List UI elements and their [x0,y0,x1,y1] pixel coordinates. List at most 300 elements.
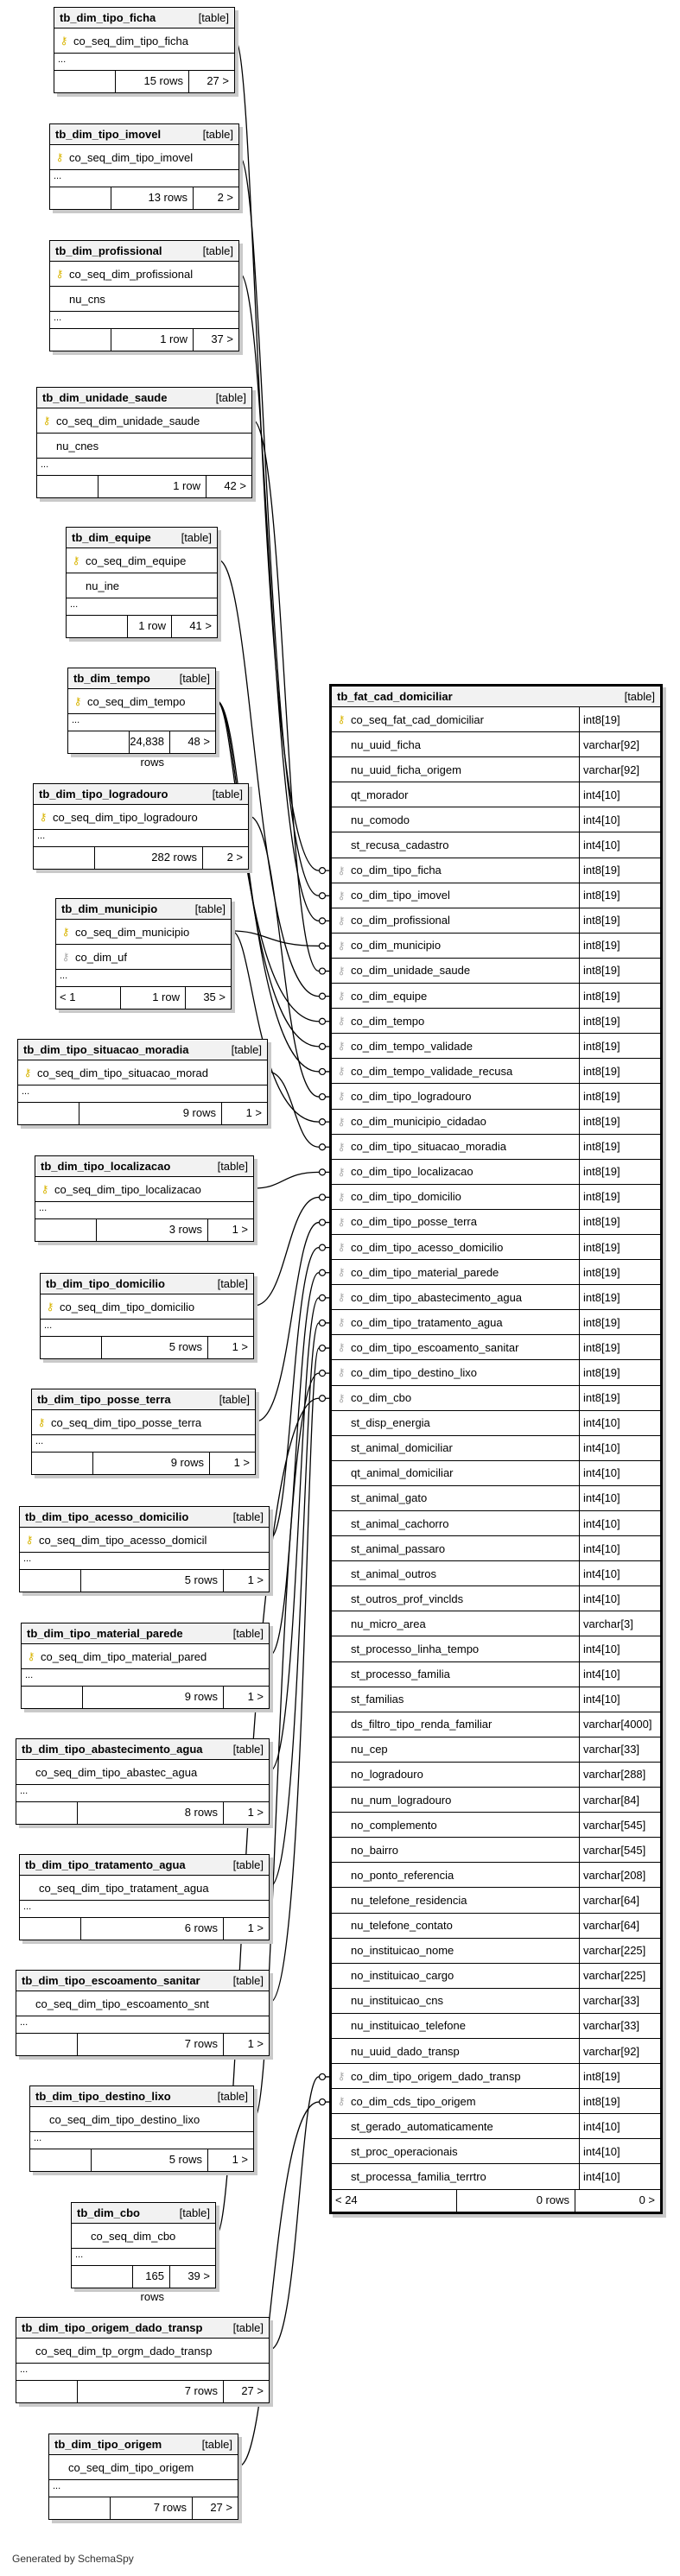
table-header[interactable] [16,1971,269,1991]
optional-end-marker [320,968,326,974]
table-header[interactable] [50,241,238,262]
column-row[interactable] [332,1914,660,1939]
children-count[interactable]: 1 > [245,1106,262,1119]
column-row[interactable] [332,2014,660,2039]
children-count[interactable]: 1 > [232,1340,248,1353]
column-name: co_seq_dim_unidade_saude [56,414,200,427]
relationship-line [239,273,329,921]
foreign-key-column[interactable] [332,1135,660,1160]
children-count[interactable]: 1 > [247,1573,264,1586]
table-header[interactable] [20,1855,269,1876]
column-row[interactable] [332,2139,660,2164]
column-row[interactable] [332,1964,660,1989]
children-count[interactable]: 1 > [232,2153,248,2166]
parents-count[interactable] [41,1337,102,1358]
parents-count[interactable] [20,1570,81,1592]
column-row[interactable] [332,1813,660,1838]
column-row[interactable] [332,1461,660,1486]
foreign-key-column[interactable] [332,1386,660,1411]
column-name: st_animal_gato [351,1491,428,1505]
column-row[interactable] [332,782,660,807]
table-type-label: [table] [215,391,246,404]
table-name[interactable]: tb_dim_tipo_localizacao [41,1160,171,1173]
table-name[interactable]: tb_dim_tipo_origem [54,2438,162,2451]
foreign-key-column[interactable] [332,1185,660,1210]
column-name: co_dim_tipo_situacao_moradia [351,1140,506,1154]
dim-table-tb-dim-tipo-imovel[interactable] [49,123,239,210]
column-name: co_seq_dim_tipo_ficha [73,34,188,47]
column-type: int8[19] [579,1210,660,1234]
column-type: int8[19] [579,1059,660,1083]
column-name: no_bairro [351,1843,398,1857]
fact-table-tb-fat-cad-domiciliar[interactable] [329,684,663,2214]
column-row[interactable] [332,1662,660,1687]
dim-table-tb-dim-tipo-situacao-moradia[interactable] [17,1039,268,1125]
table-name[interactable]: tb_dim_tipo_origem_dado_transp [22,2321,203,2334]
children-count[interactable]: 1 > [247,1806,264,1819]
foreign-key-icon: ⚷ [337,1165,346,1178]
table-header[interactable] [34,784,248,805]
column-type: int8[19] [579,934,660,958]
column-name: co_dim_tipo_posse_terra [351,1215,477,1229]
table-header[interactable] [32,1389,255,1410]
table-header[interactable] [37,388,251,408]
column-type: int8[19] [579,2064,660,2088]
table-name[interactable]: tb_dim_tipo_tratamento_agua [25,1858,186,1871]
foreign-key-column[interactable] [332,1335,660,1360]
dim-table-tb-dim-tipo-domicilio[interactable] [40,1273,254,1359]
table-type-label: [table] [179,2206,210,2219]
table-header[interactable] [16,2318,269,2339]
foreign-key-icon: ⚷ [337,1316,346,1329]
column-name: st_familias [351,1693,404,1706]
column-row[interactable] [332,2164,660,2189]
primary-key-column[interactable] [50,262,238,287]
column-row[interactable] [332,1636,660,1661]
optional-end-marker [320,943,326,949]
table-name[interactable]: tb_dim_tipo_material_parede [27,1627,183,1640]
column-type: int4[10] [579,807,660,832]
column-name: no_complemento [351,1818,437,1832]
table-footer [35,1219,253,1241]
dim-table-tb-dim-tipo-origem[interactable] [48,2434,238,2520]
children-count[interactable]: 2 > [217,191,233,204]
column-name: ds_filtro_tipo_renda_familiar [351,1718,493,1731]
table-header[interactable] [67,528,217,548]
foreign-key-column[interactable] [332,1235,660,1260]
column-type: int4[10] [579,1561,660,1585]
foreign-key-icon: ⚷ [337,964,346,977]
column-name: co_dim_tipo_destino_lixo [351,1365,477,1379]
column-name: st_animal_domiciliar [351,1441,453,1455]
parents-count[interactable] [16,2381,78,2402]
column-name: no_ponto_referencia [351,1868,454,1882]
foreign-key-icon: ⚷ [337,1341,346,1354]
children-count[interactable]: 2 > [226,851,243,864]
children-count[interactable]: 1 > [232,1223,248,1236]
column-name: co_dim_tempo_validade [351,1039,473,1053]
column-row[interactable] [332,1863,660,1888]
foreign-key-icon: ⚷ [337,1065,346,1078]
foreign-key-icon: ⚷ [337,889,346,902]
foreign-key-icon: ⚷ [337,1090,346,1103]
foreign-key-icon: ⚷ [337,2095,346,2108]
table-header[interactable] [54,8,234,28]
table-name[interactable]: tb_dim_tipo_destino_lixo [35,2090,171,2103]
primary-key-column[interactable] [20,1876,269,1901]
dim-table-tb-dim-tipo-acesso-domicilio[interactable] [19,1506,270,1592]
column-name: co_dim_unidade_saude [351,964,471,978]
children-count[interactable]: 1 > [247,1690,264,1703]
primary-key-column[interactable] [56,920,231,945]
dim-table-tb-dim-tipo-ficha[interactable] [54,7,235,93]
column-row[interactable] [332,1411,660,1436]
column-row[interactable] [332,1536,660,1561]
children-count[interactable]: 41 > [189,619,212,632]
primary-key-column[interactable] [68,689,215,714]
table-name[interactable]: tb_dim_cbo [77,2206,140,2219]
relationship-line [254,1172,329,1188]
table-type-label: [table] [219,1393,250,1406]
table-type-label: [table] [624,690,655,703]
table-name[interactable]: tb_dim_profissional [55,244,162,257]
column-name: nu_micro_area [351,1617,426,1630]
optional-end-marker [320,1194,326,1200]
children-count[interactable]: 37 > [211,332,233,345]
parents-count[interactable] [50,329,111,351]
row-count: 5 rows [81,1570,224,1592]
table-footer [72,2266,215,2303]
table-header[interactable] [41,1274,253,1294]
column-name: co_dim_tipo_ficha [351,864,442,877]
parents-count[interactable] [72,2266,133,2288]
column-row[interactable] [332,1586,660,1611]
column-type: int4[10] [579,1586,660,1611]
table-header[interactable] [68,668,215,689]
column-type: int8[19] [579,1235,660,1259]
parents-count[interactable] [67,616,128,637]
primary-key-column[interactable] [30,2107,253,2132]
primary-key-icon: ⚷ [25,1534,34,1546]
column-type: varchar[225] [579,1939,660,1963]
children-count[interactable]: 1 > [233,1456,250,1469]
column-type: varchar[33] [579,1989,660,2013]
column-type: int8[19] [579,1084,660,1108]
table-footer [30,2149,253,2171]
table-name[interactable]: tb_dim_tipo_acesso_domicilio [25,1510,189,1523]
more-columns-ellipsis: ... [35,1202,253,1219]
column-name: co_dim_tipo_localizacao [351,1165,473,1179]
children-count[interactable]: 27 > [241,2384,264,2397]
primary-key-column[interactable] [18,1060,267,1085]
optional-end-marker [320,1119,326,1125]
primary-key-icon: ⚷ [72,554,80,566]
table-name[interactable]: tb_dim_equipe [72,531,151,544]
children-count[interactable]: 48 > [187,735,210,748]
primary-key-icon: ⚷ [37,1416,46,1428]
column-name: no_instituicao_nome [351,1944,454,1958]
column-type: int4[10] [579,1486,660,1510]
column-name: co_seq_dim_tipo_localizacao [54,1182,201,1196]
foreign-key-column[interactable] [332,1009,660,1034]
column-type: int4[10] [579,1461,660,1485]
more-columns-ellipsis: ... [18,1085,267,1103]
column-row[interactable] [332,1561,660,1586]
foreign-key-column[interactable] [332,908,660,934]
table-header[interactable] [16,1739,269,1760]
children-count[interactable]: 35 > [203,991,226,1003]
foreign-key-column[interactable] [332,1210,660,1235]
relationship-line [252,420,329,972]
foreign-key-icon: ⚷ [337,990,346,1003]
column-row[interactable] [332,1939,660,1964]
parents-count[interactable] [20,1918,81,1940]
column-name: co_seq_dim_tipo_domicilio [60,1300,195,1313]
parents-count[interactable]: < 1 [56,987,121,1009]
parents-count[interactable] [54,71,116,92]
more-columns-ellipsis: ... [30,2132,253,2149]
column-row[interactable] [67,573,217,598]
children-count[interactable]: 1 > [247,1921,264,1934]
parents-count[interactable]: < 24 [332,2190,457,2212]
dim-table-tb-dim-unidade-saude[interactable] [36,387,252,498]
primary-key-column[interactable] [41,1294,253,1320]
column-row[interactable] [332,1486,660,1511]
dim-table-tb-dim-tipo-tratamento-agua[interactable] [19,1854,270,1940]
table-name[interactable]: tb_dim_municipio [61,902,158,915]
table-header[interactable] [20,1507,269,1528]
table-name[interactable]: tb_dim_tipo_situacao_moradia [23,1043,189,1056]
parents-count[interactable] [22,1687,83,1708]
column-type: int8[19] [579,1034,660,1058]
table-header[interactable] [332,687,660,707]
column-row[interactable] [332,1611,660,1636]
primary-key-column[interactable] [16,1991,269,2016]
column-name: co_dim_tipo_tratamento_agua [351,1315,503,1329]
foreign-key-column[interactable] [332,883,660,908]
table-name[interactable]: tb_dim_tipo_abastecimento_agua [22,1743,203,1756]
foreign-key-column[interactable] [332,1260,660,1285]
primary-key-column[interactable] [16,2339,269,2364]
optional-end-marker [320,918,326,924]
table-header[interactable] [22,1623,269,1644]
table-header[interactable] [18,1040,267,1060]
column-row[interactable] [332,832,660,858]
children-count[interactable]: 27 > [207,74,229,87]
column-type: int4[10] [579,832,660,857]
primary-key-column[interactable] [54,28,234,54]
column-type: int4[10] [579,1511,660,1535]
optional-end-marker [320,1269,326,1275]
primary-key-icon: ⚷ [73,695,82,707]
column-row[interactable] [332,1737,660,1763]
primary-key-column[interactable] [67,548,217,573]
table-header[interactable] [56,899,231,920]
more-columns-ellipsis: ... [32,1435,255,1453]
foreign-key-column[interactable] [332,1160,660,1185]
table-header[interactable] [49,2434,238,2455]
column-row[interactable] [332,1436,660,1461]
column-name: co_seq_dim_tipo_tratament_agua [39,1881,209,1895]
row-count: 0 rows [457,2190,575,2212]
dim-table-tb-dim-tipo-logradouro[interactable] [33,783,249,870]
foreign-key-column[interactable] [332,984,660,1009]
foreign-key-icon: ⚷ [337,1190,346,1203]
column-name: nu_ine [86,579,120,592]
column-name: st_processo_linha_tempo [351,1642,480,1656]
parents-count[interactable] [49,2497,111,2519]
more-columns-ellipsis: ... [37,459,251,476]
column-row[interactable] [332,1788,660,1813]
column-row[interactable] [332,1838,660,1863]
column-name: nu_uuid_ficha [351,737,421,751]
column-type: int4[10] [579,1662,660,1687]
optional-end-marker [320,1320,326,1326]
primary-key-column[interactable] [16,1760,269,1785]
column-row[interactable] [332,1989,660,2014]
table-name[interactable]: tb_dim_tempo [73,672,150,685]
dim-table-tb-dim-tipo-posse-terra[interactable] [31,1389,256,1475]
parents-count[interactable] [68,731,130,753]
more-columns-ellipsis: ... [16,2016,269,2034]
table-footer [54,71,234,92]
parents-count[interactable] [32,1453,93,1474]
column-row[interactable] [332,757,660,782]
table-name[interactable]: tb_dim_unidade_saude [42,391,168,404]
column-row[interactable] [332,1888,660,1913]
foreign-key-column[interactable] [332,2064,660,2089]
dim-table-tb-dim-municipio[interactable] [55,898,232,1010]
foreign-key-column[interactable] [332,1285,660,1310]
parents-count[interactable] [50,187,111,209]
children-count[interactable]: 1 > [247,2037,264,2050]
dim-table-tb-dim-tipo-material-parede[interactable] [21,1623,270,1709]
primary-key-column[interactable] [37,408,251,434]
table-name[interactable]: tb_dim_tipo_logradouro [39,788,168,801]
column-row[interactable] [332,2039,660,2064]
table-type-label: [table] [217,1277,248,1290]
table-name[interactable]: tb_dim_tipo_ficha [60,11,156,24]
foreign-key-column[interactable] [332,1034,660,1059]
table-header[interactable] [50,124,238,145]
dim-table-tb-dim-equipe[interactable] [66,527,218,638]
dim-table-tb-dim-tipo-origem-dado-transp[interactable] [16,2317,270,2403]
foreign-key-column[interactable] [332,1360,660,1385]
dim-table-tb-dim-tipo-abastecimento-agua[interactable] [16,1738,270,1825]
table-name[interactable]: tb_dim_tipo_escoamento_sanitar [22,1974,200,1987]
row-count: 8 rows [78,1802,224,1824]
foreign-key-column[interactable] [332,959,660,984]
foreign-key-column[interactable] [332,2089,660,2114]
foreign-key-column[interactable] [332,934,660,959]
column-name: co_seq_dim_tipo_destino_lixo [49,2112,200,2126]
column-row[interactable] [332,1511,660,1536]
column-type: varchar[92] [579,2039,660,2063]
primary-key-icon: ⚷ [60,35,68,47]
column-row[interactable] [332,2114,660,2139]
table-name[interactable]: tb_dim_tipo_domicilio [46,1277,165,1290]
column-name: nu_cnes [56,439,99,453]
column-row[interactable] [332,732,660,757]
column-row[interactable] [56,945,231,970]
parents-count[interactable] [16,2034,78,2055]
row-count: 9 rows [83,1687,224,1708]
column-row[interactable] [332,1763,660,1788]
primary-key-column[interactable] [72,2224,215,2249]
table-header[interactable] [35,1156,253,1177]
table-header[interactable] [30,2086,253,2107]
column-type: varchar[545] [579,1838,660,1862]
table-footer [22,1687,269,1708]
dim-table-tb-dim-profissional[interactable] [49,240,239,351]
table-name[interactable]: tb_dim_tipo_posse_terra [37,1393,171,1406]
primary-key-column[interactable] [332,707,660,732]
table-name[interactable]: tb_fat_cad_domiciliar [337,690,453,703]
column-row[interactable] [50,287,238,312]
primary-key-column[interactable] [32,1410,255,1435]
dim-table-tb-dim-tipo-localizacao[interactable] [35,1155,254,1242]
row-count: 9 rows [93,1453,210,1474]
parents-count[interactable] [37,476,99,497]
children-count[interactable]: 0 > [639,2193,655,2206]
parents-count[interactable] [35,1219,97,1241]
column-type: int8[19] [579,1360,660,1384]
foreign-key-column[interactable] [332,1310,660,1335]
column-name: co_dim_cds_tipo_origem [351,2094,476,2108]
table-type-label: [table] [181,531,212,544]
parents-count[interactable] [30,2149,92,2171]
primary-key-column[interactable] [22,1644,269,1669]
column-type: int4[10] [579,2139,660,2163]
more-columns-ellipsis: ... [34,830,248,847]
column-type: int4[10] [579,1411,660,1435]
parents-count[interactable] [16,1802,78,1824]
column-row[interactable] [37,434,251,459]
dim-table-tb-dim-cbo[interactable] [71,2202,216,2303]
column-type: int4[10] [579,1436,660,1460]
foreign-key-column[interactable] [332,1059,660,1084]
dim-table-tb-dim-tipo-escoamento-sanitar[interactable] [16,1970,270,2056]
table-header[interactable] [72,2203,215,2224]
foreign-key-column[interactable] [332,1110,660,1135]
primary-key-column[interactable] [50,145,238,170]
column-row[interactable] [332,1687,660,1712]
column-row[interactable] [332,807,660,832]
primary-key-column[interactable] [35,1177,253,1202]
children-count[interactable]: 42 > [224,479,246,492]
column-type: int4[10] [579,1636,660,1661]
dim-table-tb-dim-tempo[interactable] [67,668,216,769]
primary-key-column[interactable] [20,1528,269,1553]
foreign-key-column[interactable] [332,1084,660,1109]
primary-key-column[interactable] [34,805,248,830]
children-count[interactable]: 39 > [187,2269,210,2282]
column-row[interactable] [332,1712,660,1737]
primary-key-column[interactable] [49,2455,238,2480]
more-columns-ellipsis: ... [49,2480,238,2497]
row-count: 1 row [121,987,186,1009]
column-type: varchar[64] [579,1888,660,1912]
children-count[interactable]: 27 > [210,2501,232,2514]
parents-count[interactable] [18,1103,79,1124]
table-name[interactable]: tb_dim_tipo_imovel [55,128,162,141]
foreign-key-column[interactable] [332,858,660,883]
column-type: int8[19] [579,1185,660,1209]
optional-end-marker [320,1294,326,1301]
column-name: nu_comodo [351,813,410,826]
parents-count[interactable] [34,847,95,869]
dim-table-tb-dim-tipo-destino-lixo[interactable] [29,2085,254,2172]
